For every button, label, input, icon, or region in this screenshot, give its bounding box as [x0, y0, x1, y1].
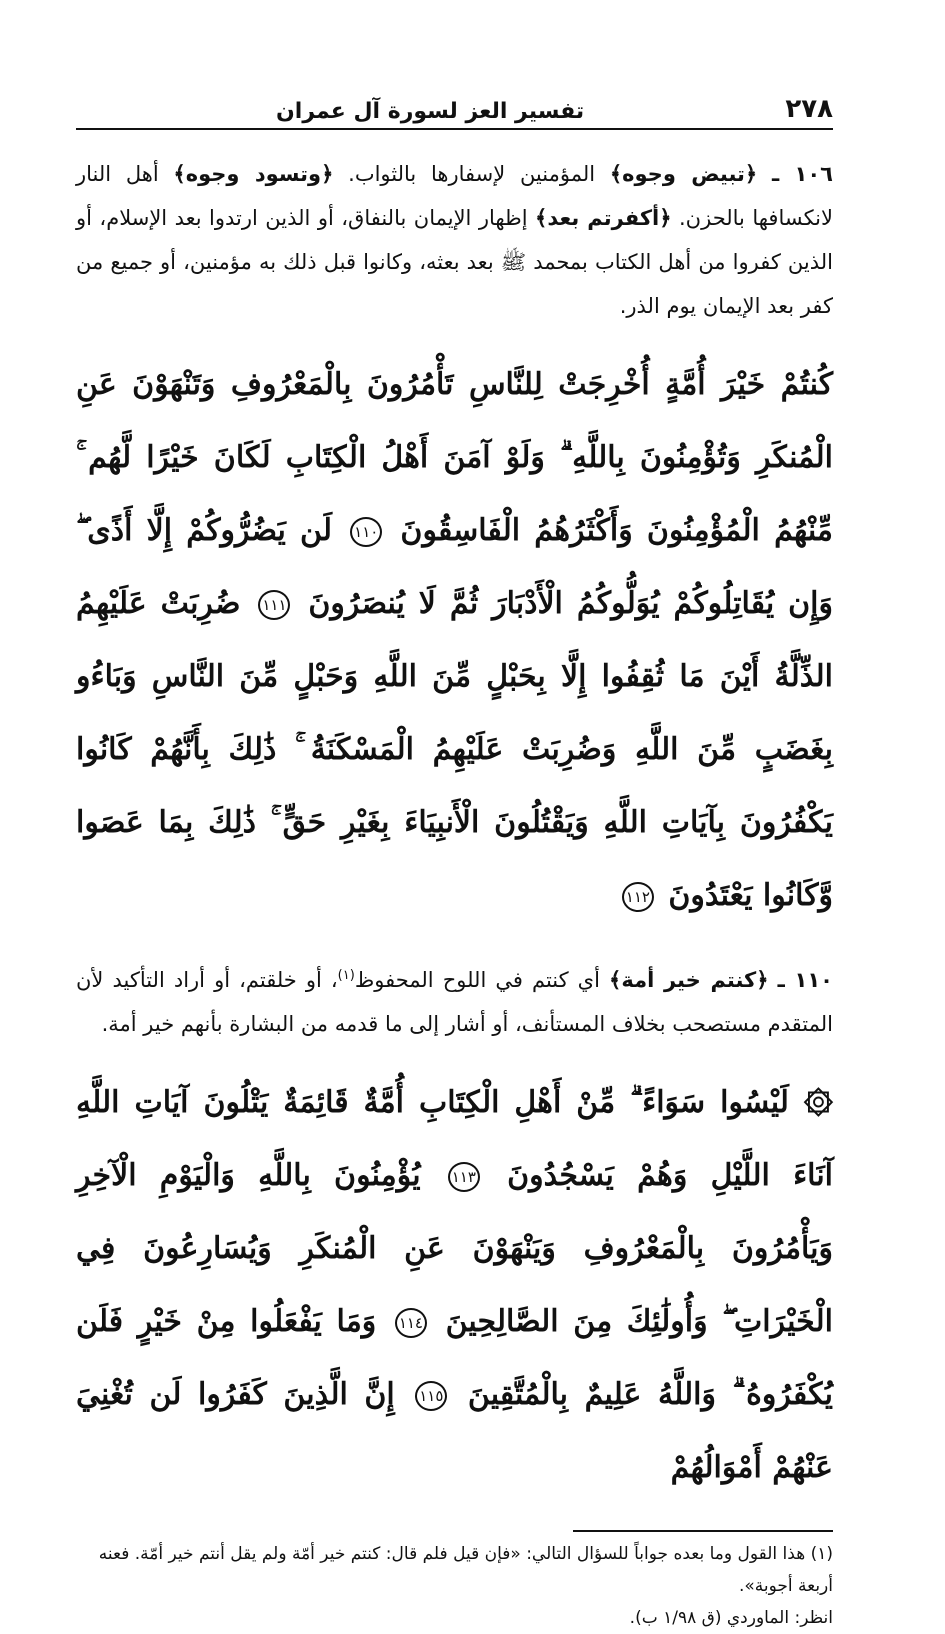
commentary-number: ١٠٦ ـ — [771, 162, 833, 186]
commentary-paragraph — [76, 152, 833, 328]
footnotes — [76, 1538, 833, 1634]
verse-text: كُنتُمْ خَيْرَ أُمَّةٍ أُخْرِجَتْ لِلنَّاسِ تَأْمُرُونَ بِالْمَعْرُوفِ وَتَنْهَوْنَ عَنِ الْمُنكَرِ وَتُؤْمِنُونَ بِاللَّهِ ۗ وَلَوْ آمَنَ أَهْلُ الْكِتَابِ لَكَانَ خَيْرًا لَّهُم ۚ مِّنْهُمُ الْمُؤْمِنُونَ وَأَكْثَرُهُمُ الْفَاسِقُونَ — [76, 367, 833, 548]
commentary-text: إظهار الإيمان بالنفاق، أو الذين ارتدوا بعد الإسلام، أو الذين كفروا من أهل الكتاب بمحمد ﷺ بعد بعثه، وكانوا قبل ذلك به مؤمنين، أو جميع من كفر بعد الإيمان يوم الذر. — [76, 206, 833, 318]
ayah-number-marker: ١١٥ — [415, 1381, 447, 1411]
quran-verses-113-116 — [76, 1066, 833, 1504]
commentary-number: ١١٠ ـ — [777, 968, 833, 992]
commentary-110 — [76, 954, 833, 1046]
quran-phrase: ﴿أكفرتم بعد﴾ — [535, 206, 672, 230]
commentary-text: أهل النار لانكسافها بالحزن. — [76, 162, 834, 230]
footnote-divider — [573, 1530, 833, 1532]
ayah-number-marker: ١١٣ — [448, 1162, 480, 1192]
footnote-1 — [76, 1538, 833, 1602]
verse-text: ۞ لَيْسُوا سَوَاءً ۗ مِّنْ أَهْلِ الْكِتَابِ أُمَّةٌ قَائِمَةٌ يَتْلُونَ آيَاتِ اللَّهِ آنَاءَ اللَّيْلِ وَهُمْ يَسْجُدُونَ — [76, 1085, 833, 1193]
quran-verses-110-112 — [76, 348, 833, 932]
commentary-text: المؤمنين لإسفارها بالثواب. — [333, 162, 610, 186]
quran-phrase: ﴿تبيض وجوه﴾ — [609, 162, 758, 186]
ayah-number-marker: ١١٢ — [622, 882, 654, 912]
footnote-reference[interactable]: (١) — [337, 968, 355, 983]
verse-text: إِنَّ الَّذِينَ كَفَرُوا لَن تُغْنِيَ عَنْهُمْ أَمْوَالُهُمْ — [76, 1377, 833, 1485]
ayah-number-marker: ١١٤ — [395, 1308, 427, 1338]
commentary-paragraph — [76, 954, 833, 1046]
commentary-text: أي كنتم في اللوح المحفوظ — [354, 968, 610, 992]
verse-text: يُؤْمِنُونَ بِاللَّهِ وَالْيَوْمِ الْآخِرِ وَيَأْمُرُونَ بِالْمَعْرُوفِ وَيَنْهَوْنَ عَنِ الْمُنكَرِ وَيُسَارِعُونَ فِي الْخَيْرَاتِ ۖ وَأُولَٰئِكَ مِنَ الصَّالِحِينَ — [76, 1158, 833, 1339]
running-title: تفسير العز لسورة آل عمران — [276, 99, 585, 124]
ayah-number-marker: ١١٠ — [350, 517, 382, 547]
footnote-text: هذا القول وما بعده جواباً للسؤال التالي: «فإن قيل فلم قال: كنتم خير أمّة ولم يقل أنتم خير أمّة. فعنه أربعة أجوبة». — [98, 1544, 833, 1596]
footnote-marker: (١) — [810, 1544, 833, 1564]
commentary-106 — [76, 152, 833, 328]
quran-phrase: ﴿كنتم خير أمة﴾ — [609, 968, 769, 992]
page-header — [76, 80, 833, 130]
page-number: ٢٧٨ — [785, 94, 833, 124]
quran-phrase: ﴿وتسود وجوه﴾ — [173, 162, 334, 186]
commentary-text: ، أو خلقتم، أو أراد التأكيد لأن المتقدم مستصحب بخلاف المستأنف، أو أشار إلى ما قدمه من البشارة بأنهم خير أمة. — [76, 968, 833, 1036]
ayah-number-marker: ١١١ — [258, 590, 290, 620]
verse-text: وَمَا يَفْعَلُوا مِنْ خَيْرٍ فَلَن يُكْفَرُوهُ ۗ وَاللَّهُ عَلِيمٌ بِالْمُتَّقِينَ — [76, 1304, 834, 1412]
footnote-source: انظر: الماوردي (ق ١/٩٨ ب). — [629, 1608, 833, 1628]
verse-text: لَن يَضُرُّوكُمْ إِلَّا أَذًى ۖ وَإِن يُقَاتِلُوكُمْ يُوَلُّوكُمُ الْأَدْبَارَ ثُمَّ لَا يُنصَرُونَ — [76, 513, 833, 621]
verse-text: ضُرِبَتْ عَلَيْهِمُ الذِّلَّةُ أَيْنَ مَا ثُقِفُوا إِلَّا بِحَبْلٍ مِّنَ اللَّهِ وَحَبْلٍ مِّنَ النَّاسِ وَبَاءُو بِغَضَبٍ مِّنَ اللَّهِ وَضُرِبَتْ عَلَيْهِمُ الْمَسْكَنَةُ ۚ ذَٰلِكَ بِأَنَّهُمْ كَانُوا يَكْفُرُونَ بِآيَاتِ اللَّهِ وَيَقْتُلُونَ الْأَنبِيَاءَ بِغَيْرِ حَقٍّ ۚ ذَٰلِكَ بِمَا عَصَوا وَّكَانُوا يَعْتَدُونَ — [76, 586, 833, 913]
